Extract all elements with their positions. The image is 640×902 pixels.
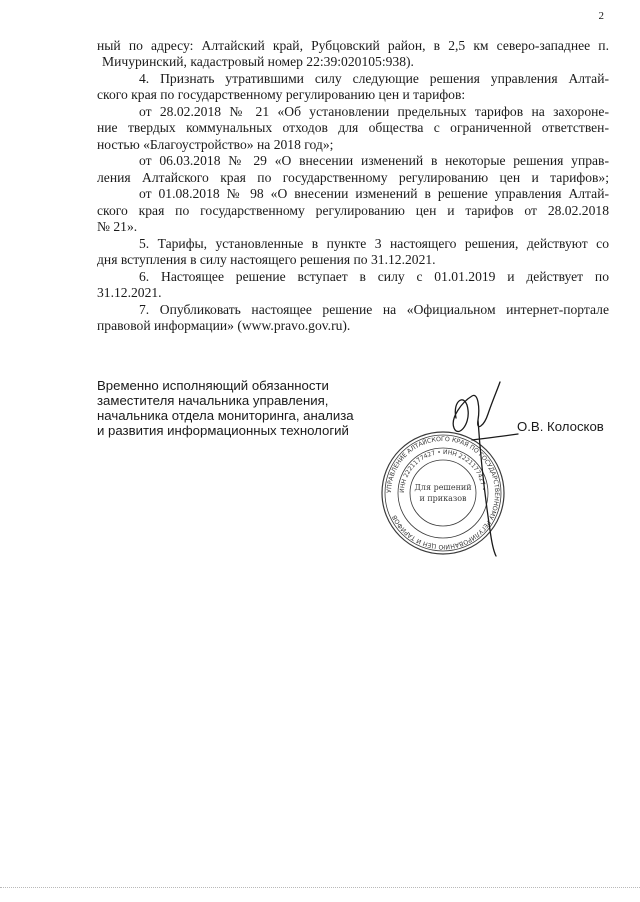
page-number: 2: [598, 10, 604, 22]
text-line: от 28.02.2018 № 21 «Об установлении предельных тарифов на захороне-: [139, 104, 609, 119]
text-line: ностью «Благоустройство» на 2018 год»;: [97, 137, 334, 152]
text-line: 7. Опубликовать настоящее решение на «Официальном интернет-портале: [139, 302, 609, 317]
text-line: 5. Тарифы, установленные в пункте 3 настоящего решения, действуют со: [139, 236, 609, 251]
seal-inner-text: ИНН 2221177427 • ИНН 2221177427 •: [398, 448, 487, 494]
text-line: 4. Признать утратившими силу следующие решения управления Алтай-: [139, 71, 609, 86]
text-line: Мичуринский, кадастровый номер 22:39:020105:938).: [102, 54, 414, 69]
text-line: ления Алтайского края по государственному регулированию цен и тарифов»;: [97, 170, 609, 185]
signatory-title: [97, 378, 367, 438]
text-line: от 06.03.2018 № 29 «О внесении изменений в некоторые решения управ-: [139, 153, 609, 168]
signatory-title-line: и развития информационных технологий: [97, 423, 349, 438]
seal-center-line: Для решений: [414, 483, 472, 492]
signatory-title-line: заместителя начальника управления,: [97, 393, 329, 408]
handwritten-signature: [428, 380, 528, 560]
text-line: дня вступления в силу настоящего решения по 31.12.2021.: [97, 252, 436, 267]
text-line: правовой информации» (www.pravo.gov.ru).: [97, 318, 351, 333]
text-line: ского края по государственному регулированию цен и тарифов от 28.02.2018: [97, 203, 609, 218]
scan-edge-divider: [0, 887, 640, 889]
signatory-title-line: Временно исполняющий обязанности: [97, 378, 329, 393]
text-line: ние твердых коммунальных отходов для общества с ограниченной ответствен-: [97, 120, 609, 135]
signatory-name: О.В. Колосков: [517, 419, 604, 434]
text-line: № 21».: [97, 219, 138, 234]
text-line: 6. Настоящее решение вступает в силу с 01.01.2019 и действует по: [139, 269, 609, 284]
seal-center-line: и приказов: [419, 494, 467, 503]
seal-outer-text: УПРАВЛЕНИЕ АЛТАЙСКОГО КРАЯ ПО ГОСУДАРСТВЕННОМУ РЕГУЛИРОВАНИЮ ЦЕН И ТАРИФОВ: [385, 435, 501, 551]
text-line: ный по адресу: Алтайский край, Рубцовский район, в 2,5 км северо-западнее п.: [97, 38, 609, 53]
text-line: от 01.08.2018 № 98 «О внесении изменений в решение управления Алтай-: [139, 186, 609, 201]
signatory-title-line: начальника отдела мониторинга, анализа: [97, 408, 354, 423]
text-line: ского края по государственному регулированию цен и тарифов:: [97, 87, 466, 102]
text-line: 31.12.2021.: [97, 285, 162, 300]
